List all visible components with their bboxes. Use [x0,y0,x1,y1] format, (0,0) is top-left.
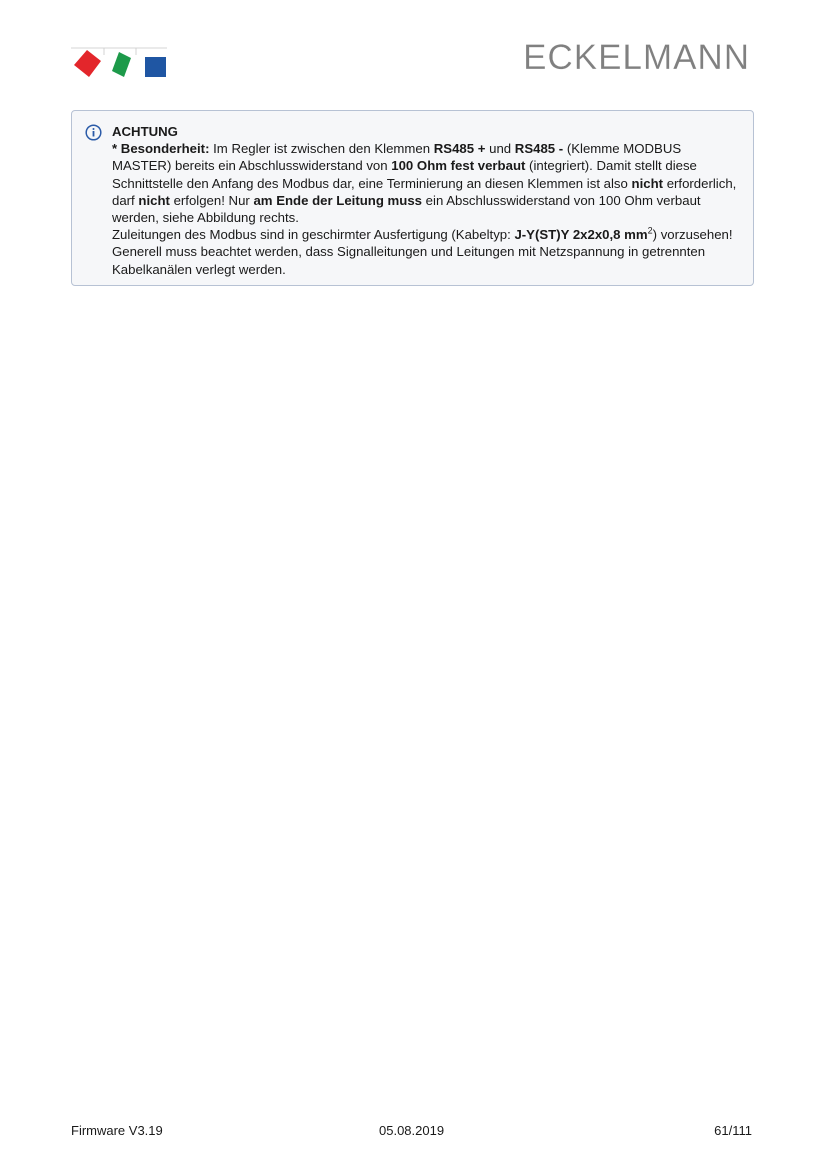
info-note [71,110,754,286]
info-circle-icon [85,124,102,141]
note-text-bold: RS485 + [433,141,486,157]
note-text: (Klemme MODBUS MASTER) bereits ein Abschlusswiderstand von [112,141,682,174]
note-text: Zuleitungen des Modbus sind in geschirmter Ausfertigung (Kabeltyp: [112,227,515,243]
note-text: erfolgen! Nur [169,192,254,208]
note-superscript: 2 [647,225,653,236]
note-text: (integriert). Damit stellt diese Schnittstelle den Anfang des Modbus dar, eine Terminierung an diesen Klemmen ist also [112,158,697,191]
note-text-bold: nicht [138,192,170,208]
green-square [112,52,131,77]
note-text-bold: nicht [631,175,664,191]
note-text-bold: J-Y(ST)Y 2x2x0,8 mm [514,227,648,243]
note-title: ACHTUNG [112,124,178,139]
note-text: erforderlich, darf [112,175,737,208]
footer-firmware: Firmware V3.19 [71,1123,163,1138]
brand-name: ECKELMANN [523,38,750,77]
footer-page-number: 61/111 [714,1123,752,1138]
note-text: und [485,141,515,157]
note-text: ) vorzusehen! Generell muss beachtet werden, dass Signalleitungen und Leitungen mit Netzspannung in getrennten Kabelkanälen verlegt werden. [112,227,733,277]
note-paragraph [112,226,742,278]
note-text-bold: am Ende der Leitung muss [253,192,423,208]
note-paragraph [112,140,742,226]
note-text: ein Abschlusswiderstand von 100 Ohm verbaut werden, siehe Abbildung rechts. [112,192,701,226]
blue-square [145,57,166,77]
footer-date: 05.08.2019 [379,1123,445,1138]
note-text: Im Regler ist zwischen den Klemmen [209,141,434,157]
red-square [74,50,101,77]
note-text-bold: * Besonderheit: [112,141,210,157]
eckelmann-logo [71,46,167,78]
note-body [112,123,742,278]
note-text-bold: RS485 - [514,141,564,157]
note-text-bold: 100 Ohm fest verbaut [391,158,526,174]
